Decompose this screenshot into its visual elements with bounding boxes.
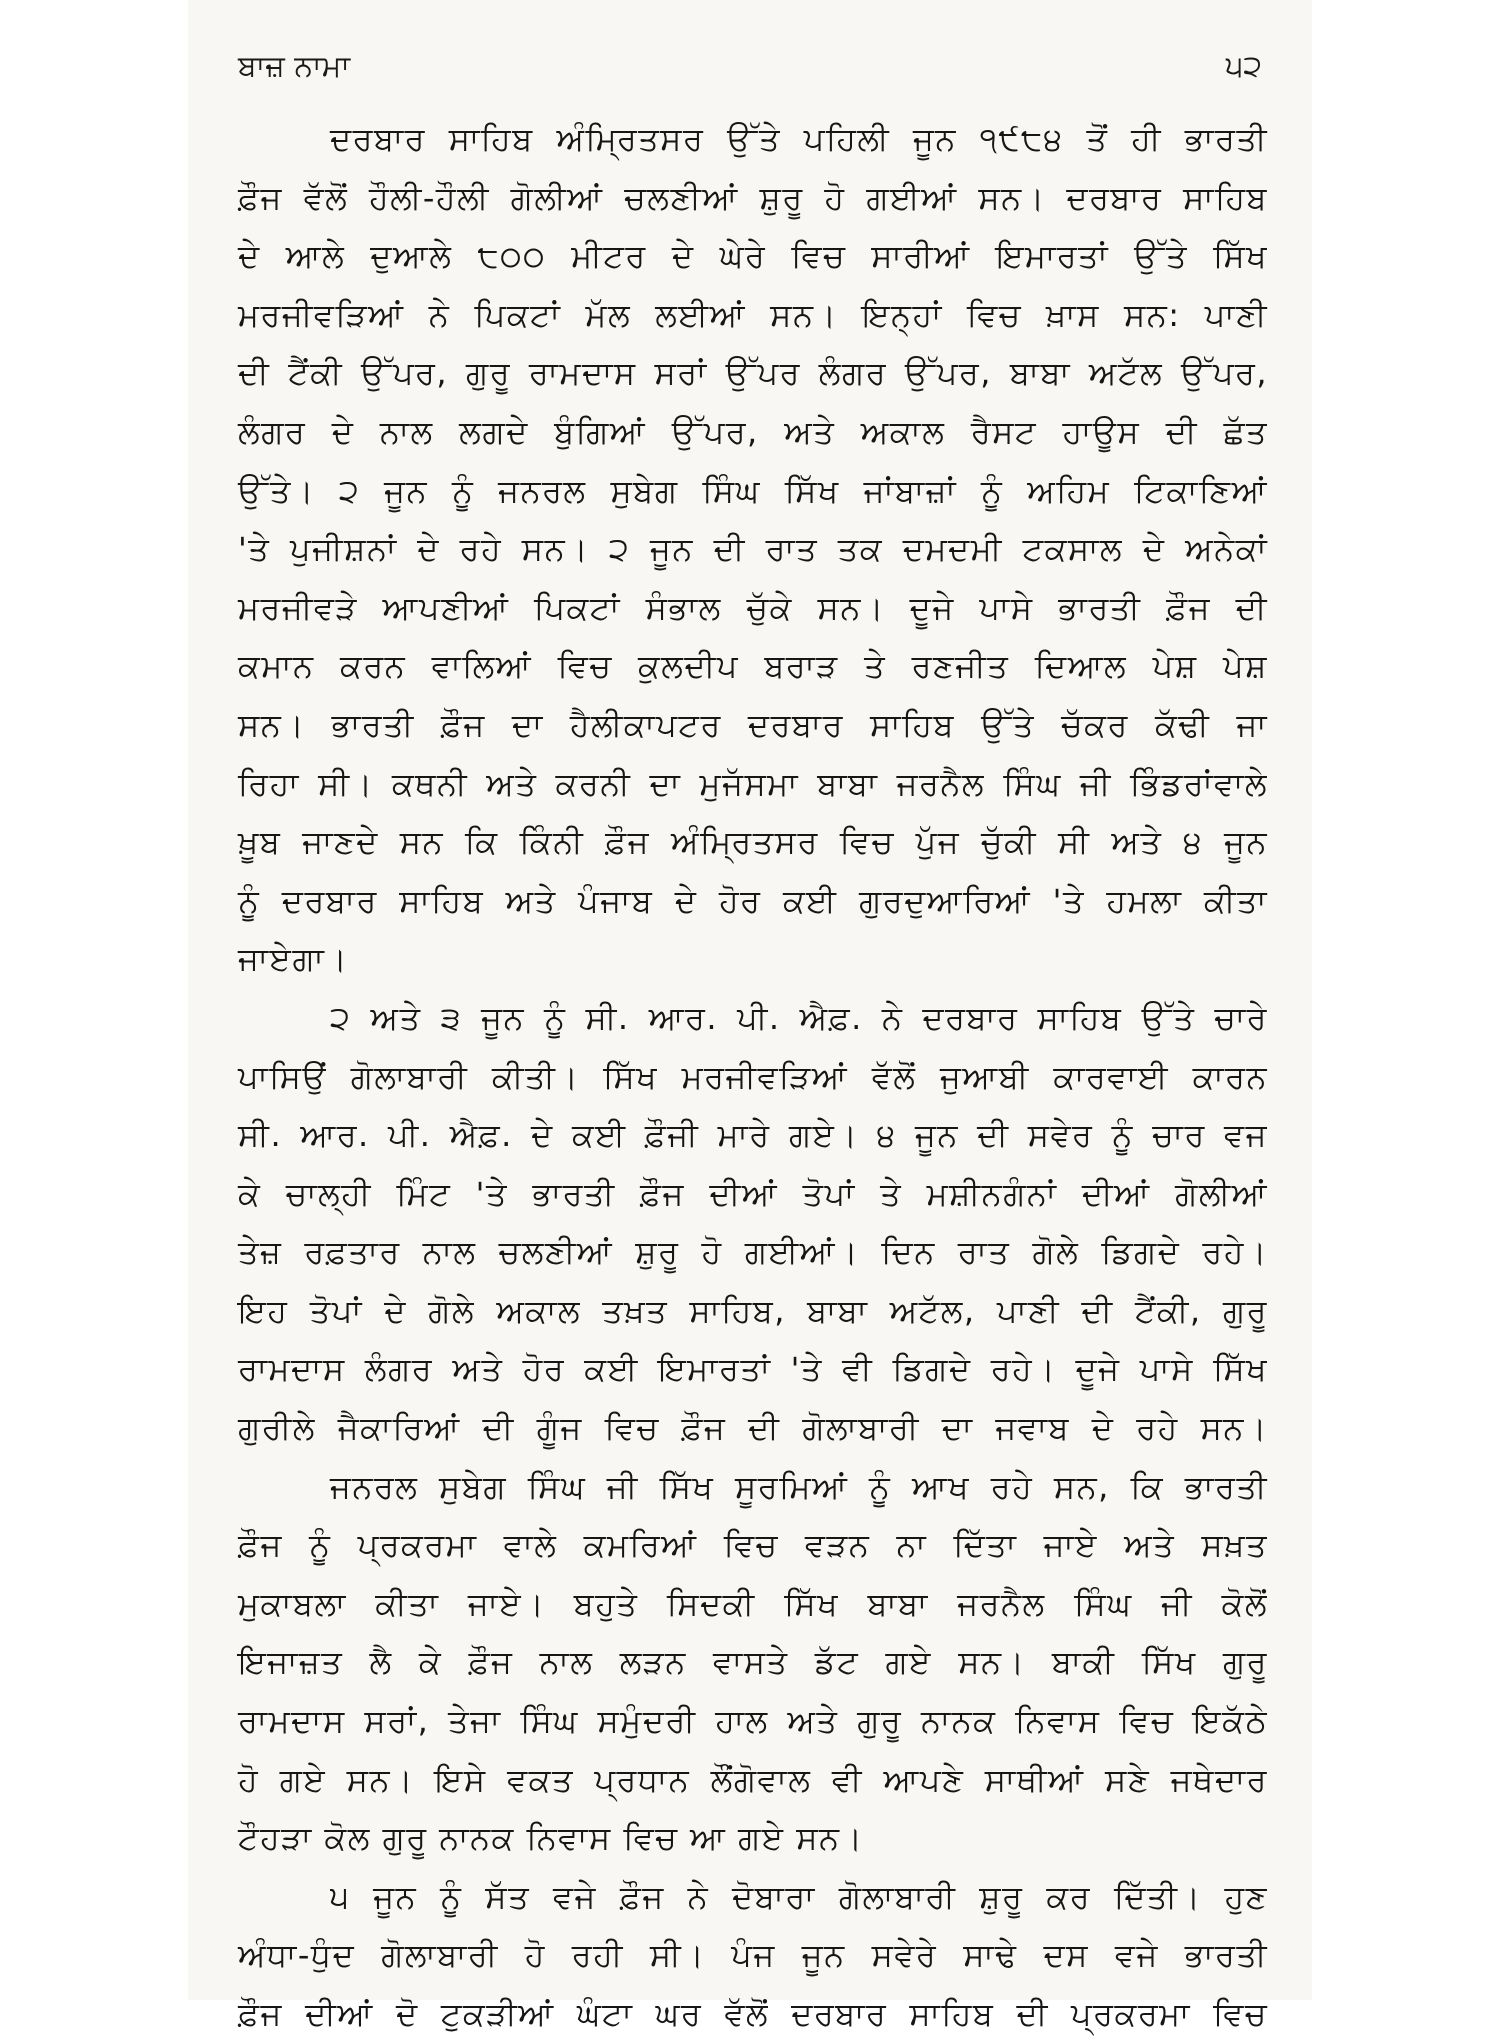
text-line: ਦੀ ਟੈਂਕੀ ਉੱਪਰ, ਗੁਰੂ ਰਾਮਦਾਸ ਸਰਾਂ ਉੱਪਰ ਲੰਗਰ ਉੱਪਰ, ਬਾਬਾ ਅਟੱਲ ਉੱਪਰ, (238, 354, 1268, 393)
text-line: ਮਰਜੀਵੜਿਆਂ ਨੇ ਪਿਕਟਾਂ ਮੱਲ ਲਈਆਂ ਸਨ। ਇਨ੍ਹਾਂ ਵਿਚ ਖ਼ਾਸ ਸਨ: ਪਾਣੀ (238, 295, 1268, 334)
running-header (188, 42, 1312, 92)
text-line: ਜਾਏਗਾ। (238, 940, 349, 979)
text-line: ਮੁਕਾਬਲਾ ਕੀਤਾ ਜਾਏ। ਬਹੁਤੇ ਸਿਦਕੀ ਸਿੱਖ ਬਾਬਾ ਜਰਨੈਲ ਸਿੰਘ ਜੀ ਕੋਲੋਂ (238, 1584, 1268, 1623)
book-page (188, 0, 1312, 2033)
text-line: ਹੋ ਗਏ ਸਨ। ਇਸੇ ਵਕਤ ਪ੍ਰਧਾਨ ਲੌਂਗੋਵਾਲ ਵੀ ਆਪਣੇ ਸਾਥੀਆਂ ਸਣੇ ਜਥੇਦਾਰ (238, 1760, 1268, 1799)
text-line: ਤੇਜ਼ ਰਫ਼ਤਾਰ ਨਾਲ ਚਲਣੀਆਂ ਸ਼ੁਰੂ ਹੋ ਗਈਆਂ। ਦਿਨ ਰਾਤ ਗੋਲੇ ਡਿਗਦੇ ਰਹੇ। (238, 1233, 1268, 1272)
text-line: ਰਾਮਦਾਸ ਲੰਗਰ ਅਤੇ ਹੋਰ ਕਈ ਇਮਾਰਤਾਂ 'ਤੇ ਵੀ ਡਿਗਦੇ ਰਹੇ। ਦੂਜੇ ਪਾਸੇ ਸਿੱਖ (238, 1350, 1268, 1389)
text-line: ਸਨ। ਭਾਰਤੀ ਫ਼ੌਜ ਦਾ ਹੈਲੀਕਾਪਟਰ ਦਰਬਾਰ ਸਾਹਿਬ ਉੱਤੇ ਚੱਕਰ ਕੱਢੀ ਜਾ (238, 705, 1268, 744)
text-line: ਰਾਮਦਾਸ ਸਰਾਂ, ਤੇਜਾ ਸਿੰਘ ਸਮੁੰਦਰੀ ਹਾਲ ਅਤੇ ਗੁਰੂ ਨਾਨਕ ਨਿਵਾਸ ਵਿਚ ਇਕੱਠੇ (238, 1702, 1268, 1741)
text-line: ਇਹ ਤੋਪਾਂ ਦੇ ਗੋਲੇ ਅਕਾਲ ਤਖ਼ਤ ਸਾਹਿਬ, ਬਾਬਾ ਅਟੱਲ, ਪਾਣੀ ਦੀ ਟੈਂਕੀ, ਗੁਰੂ (238, 1291, 1268, 1330)
body-text (238, 110, 1268, 2044)
text-line: ਅੰਧਾ-ਧੁੰਦ ਗੋਲਾਬਾਰੀ ਹੋ ਰਹੀ ਸੀ। ਪੰਜ ਜੂਨ ਸਵੇਰੇ ਸਾਢੇ ਦਸ ਵਜੇ ਭਾਰਤੀ (238, 1936, 1268, 1975)
running-title: ਬਾਜ਼ ਨਾਮਾ (238, 49, 351, 84)
text-line: ਦਰਬਾਰ ਸਾਹਿਬ ਅੰਮ੍ਰਿਤਸਰ ਉੱਤੇ ਪਹਿਲੀ ਜੂਨ ੧੯੮੪ ਤੋਂ ਹੀ ਭਾਰਤੀ (330, 120, 1268, 158)
text-line: ਮਰਜੀਵੜੇ ਆਪਣੀਆਂ ਪਿਕਟਾਂ ਸੰਭਾਲ ਚੁੱਕੇ ਸਨ। ਦੂਜੇ ਪਾਸੇ ਭਾਰਤੀ ਫ਼ੌਜ ਦੀ (238, 588, 1268, 627)
text-line: ਟੌਹੜਾ ਕੋਲ ਗੁਰੂ ਨਾਨਕ ਨਿਵਾਸ ਵਿਚ ਆ ਗਏ ਸਨ। (238, 1819, 864, 1858)
text-line: ਕਮਾਨ ਕਰਨ ਵਾਲਿਆਂ ਵਿਚ ਕੁਲਦੀਪ ਬਰਾੜ ਤੇ ਰਣਜੀਤ ਦਿਆਲ ਪੇਸ਼ ਪੇਸ਼ (238, 647, 1268, 686)
text-line: ਜਨਰਲ ਸੁਬੇਗ ਸਿੰਘ ਜੀ ਸਿੱਖ ਸੂਰਮਿਆਂ ਨੂੰ ਆਖ ਰਹੇ ਸਨ, ਕਿ ਭਾਰਤੀ (330, 1467, 1268, 1506)
text-line: ਫ਼ੌਜ ਵੱਲੋਂ ਹੌਲੀ-ਹੌਲੀ ਗੋਲੀਆਂ ਚਲਣੀਆਂ ਸ਼ੁਰੂ ਹੋ ਗਈਆਂ ਸਨ। ਦਰਬਾਰ ਸਾਹਿਬ (238, 178, 1268, 217)
text-line: ਨੂੰ ਦਰਬਾਰ ਸਾਹਿਬ ਅਤੇ ਪੰਜਾਬ ਦੇ ਹੋਰ ਕਈ ਗੁਰਦੁਆਰਿਆਂ 'ਤੇ ਹਮਲਾ ਕੀਤਾ (238, 881, 1268, 920)
text-line: ਫ਼ੌਜ ਨੂੰ ਪ੍ਰਕਰਮਾ ਵਾਲੇ ਕਮਰਿਆਂ ਵਿਚ ਵੜਨ ਨਾ ਦਿੱਤਾ ਜਾਏ ਅਤੇ ਸਖ਼ਤ (238, 1526, 1268, 1565)
text-line: ਗੁਰੀਲੇ ਜੈਕਾਰਿਆਂ ਦੀ ਗੂੰਜ ਵਿਚ ਫ਼ੌਜ ਦੀ ਗੋਲਾਬਾਰੀ ਦਾ ਜਵਾਬ ਦੇ ਰਹੇ ਸਨ। (238, 1409, 1268, 1448)
text-line: ਫ਼ੌਜ ਦੀਆਂ ਦੋ ਟੁਕੜੀਆਂ ਘੰਟਾ ਘਰ ਵੱਲੋਂ ਦਰਬਾਰ ਸਾਹਿਬ ਦੀ ਪ੍ਰਕਰਮਾ ਵਿਚ (238, 1995, 1268, 2033)
text-line: ਕੇ ਚਾਲ੍ਹੀ ਮਿੰਟ 'ਤੇ ਭਾਰਤੀ ਫ਼ੌਜ ਦੀਆਂ ਤੋਪਾਂ ਤੇ ਮਸ਼ੀਨਗੰਨਾਂ ਦੀਆਂ ਗੋਲੀਆਂ (238, 1174, 1268, 1213)
text-line: ਖ਼ੂਬ ਜਾਣਦੇ ਸਨ ਕਿ ਕਿੰਨੀ ਫ਼ੌਜ ਅੰਮ੍ਰਿਤਸਰ ਵਿਚ ਪੁੱਜ ਚੁੱਕੀ ਸੀ ਅਤੇ ੪ ਜੂਨ (238, 823, 1268, 862)
text-line: ਪਾਸਿਉਂ ਗੋਲਾਬਾਰੀ ਕੀਤੀ। ਸਿੱਖ ਮਰਜੀਵੜਿਆਂ ਵੱਲੋਂ ਜੁਆਬੀ ਕਾਰਵਾਈ ਕਾਰਨ (238, 1057, 1268, 1096)
text-line: ੨ ਅਤੇ ੩ ਜੂਨ ਨੂੰ ਸੀ. ਆਰ. ਪੀ. ਐਫ਼. ਨੇ ਦਰਬਾਰ ਸਾਹਿਬ ਉੱਤੇ ਚਾਰੇ (330, 998, 1268, 1037)
text-line: 'ਤੇ ਪੁਜੀਸ਼ਨਾਂ ਦੇ ਰਹੇ ਸਨ। ੨ ਜੂਨ ਦੀ ਰਾਤ ਤਕ ਦਮਦਮੀ ਟਕਸਾਲ ਦੇ ਅਨੇਕਾਂ (238, 530, 1268, 569)
text-line: ਇਜਾਜ਼ਤ ਲੈ ਕੇ ਫ਼ੌਜ ਨਾਲ ਲੜਨ ਵਾਸਤੇ ਡੱਟ ਗਏ ਸਨ। ਬਾਕੀ ਸਿੱਖ ਗੁਰੂ (238, 1643, 1268, 1682)
text-line: ਦੇ ਆਲੇ ਦੁਆਲੇ ੮੦੦ ਮੀਟਰ ਦੇ ਘੇਰੇ ਵਿਚ ਸਾਰੀਆਂ ਇਮਾਰਤਾਂ ਉੱਤੇ ਸਿੱਖ (238, 237, 1268, 276)
text-line: ਉੱਤੇ। ੨ ਜੂਨ ਨੂੰ ਜਨਰਲ ਸੁਬੇਗ ਸਿੰਘ ਸਿੱਖ ਜਾਂਬਾਜ਼ਾਂ ਨੂੰ ਅਹਿਮ ਟਿਕਾਣਿਆਂ (238, 471, 1268, 510)
text-line: ਰਿਹਾ ਸੀ। ਕਥਨੀ ਅਤੇ ਕਰਨੀ ਦਾ ਮੁਜੱਸਮਾ ਬਾਬਾ ਜਰਨੈਲ ਸਿੰਘ ਜੀ ਭਿੰਡਰਾਂਵਾਲੇ (238, 764, 1268, 803)
text-line: ਸੀ. ਆਰ. ਪੀ. ਐਫ਼. ਦੇ ਕਈ ਫ਼ੌਜੀ ਮਾਰੇ ਗਏ। ੪ ਜੂਨ ਦੀ ਸਵੇਰ ਨੂੰ ਚਾਰ ਵਜ (238, 1116, 1268, 1155)
text-line: ੫ ਜੂਨ ਨੂੰ ਸੱਤ ਵਜੇ ਫ਼ੌਜ ਨੇ ਦੋਬਾਰਾ ਗੋਲਾਬਾਰੀ ਸ਼ੁਰੂ ਕਰ ਦਿੱਤੀ। ਹੁਣ (330, 1877, 1268, 1916)
text-line: ਲੰਗਰ ਦੇ ਨਾਲ ਲਗਦੇ ਬੁੰਗਿਆਂ ਉੱਪਰ, ਅਤੇ ਅਕਾਲ ਰੈਸਟ ਹਾਊਸ ਦੀ ਛੱਤ (238, 412, 1268, 451)
page-number: ੫੨ (1225, 49, 1262, 84)
